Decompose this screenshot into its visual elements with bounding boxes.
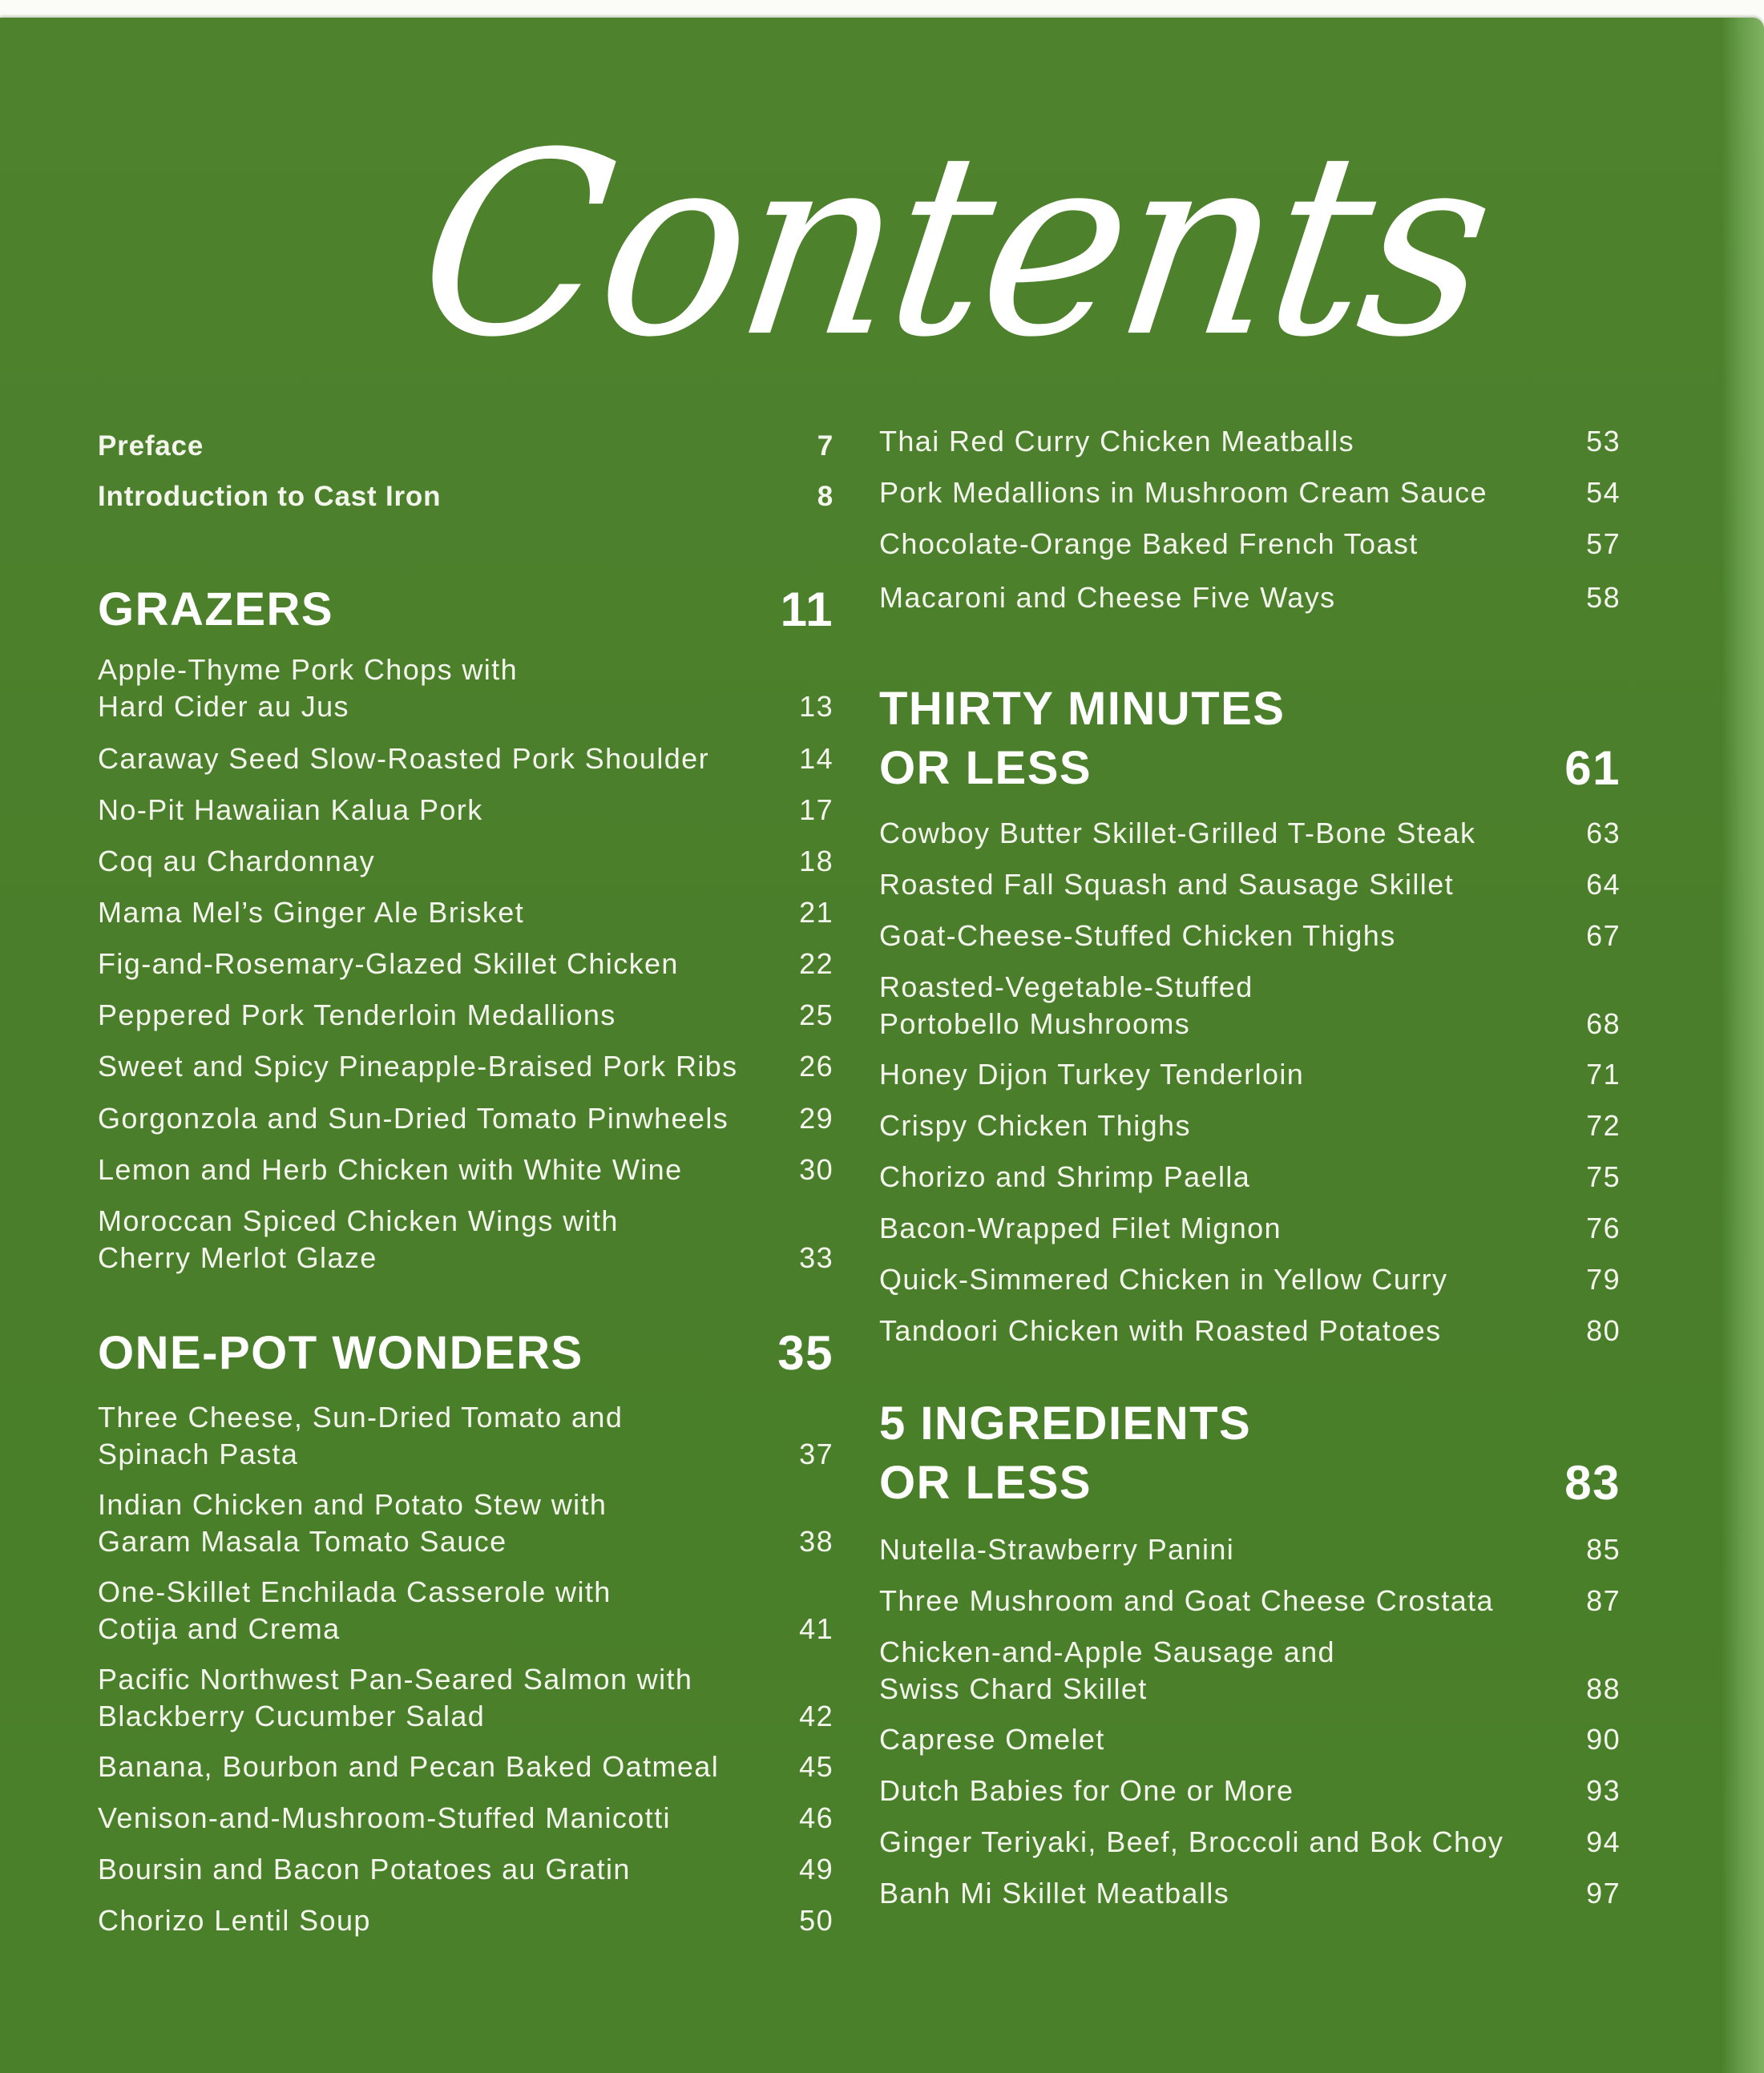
entry-title: Roasted-Vegetable-Stuffed Portobello Mushrooms [879,970,1253,1040]
section-page: 61 [1564,741,1621,795]
toc-entry[interactable] [98,1399,834,1473]
toc-entry[interactable] [98,1100,834,1137]
entry-page: 79 [1586,1263,1621,1296]
entry-title: Ginger Teriyaki, Beef, Broccoli and Bok Choy [879,1825,1504,1858]
toc-entry[interactable] [879,1261,1621,1298]
toc-entry-introduction[interactable] [98,478,834,515]
toc-entry[interactable] [879,1721,1621,1758]
entry-page: 38 [799,1525,834,1558]
entry-title: Pacific Northwest Pan-Seared Salmon with Blackberry Cucumber Salad [98,1663,693,1732]
entry-title: Venison-and-Mushroom-Stuffed Manicotti [98,1801,671,1834]
section-page: 35 [777,1326,834,1380]
toc-entry[interactable] [98,792,834,829]
entry-title: Introduction to Cast Iron [98,481,442,512]
entry-page: 42 [799,1700,834,1732]
entry-page: 93 [1586,1774,1621,1807]
entry-title: Banh Mi Skillet Meatballs [879,1877,1230,1910]
toc-entry[interactable] [879,969,1621,1043]
entry-title: Sweet and Spicy Pineapple-Braised Pork Ribs [98,1050,738,1083]
toc-entry[interactable] [98,1574,834,1648]
entry-page: 71 [1586,1058,1621,1091]
entry-title: Fig-and-Rosemary-Glazed Skillet Chicken [98,947,679,980]
entry-title: Cowboy Butter Skillet-Grilled T-Bone Steak [879,817,1476,849]
entry-title: Roasted Fall Squash and Sausage Skillet [879,868,1455,901]
toc-entry[interactable] [98,1748,834,1785]
entry-page: 94 [1586,1825,1621,1858]
entry-page: 46 [799,1801,834,1834]
entry-page: 54 [1586,476,1621,509]
entry-title: Bacon-Wrapped Filet Mignon [879,1212,1282,1244]
contents-page [0,18,1764,2073]
toc-entry[interactable] [98,1851,834,1888]
entry-page: 76 [1586,1212,1621,1244]
entry-title: Three Mushroom and Goat Cheese Crostata [879,1584,1494,1617]
entry-title: Caprese Omelet [879,1723,1105,1756]
toc-entry[interactable] [879,1107,1621,1144]
entry-title: Macaroni and Cheese Five Ways [879,581,1336,614]
entry-page: 97 [1586,1877,1621,1910]
entry-page: 90 [1586,1723,1621,1756]
toc-entry[interactable] [879,1159,1621,1196]
entry-page: 18 [799,845,834,877]
entry-title: Crispy Chicken Thighs [879,1109,1191,1142]
entry-page: 58 [1586,581,1621,614]
entry-page: 80 [1586,1314,1621,1347]
entry-page: 21 [799,896,834,929]
entry-title: Mama Mel’s Ginger Ale Brisket [98,896,525,929]
entry-title: Pork Medallions in Mushroom Cream Sauce [879,476,1487,509]
section-title: THIRTY MINUTES OR LESS [879,683,1286,794]
toc-entry[interactable] [879,1875,1621,1912]
entry-page: 87 [1586,1584,1621,1617]
entry-page: 68 [1586,1007,1621,1040]
toc-entry[interactable] [879,1583,1621,1619]
entry-page: 75 [1586,1160,1621,1193]
entry-title: Quick-Simmered Chicken in Yellow Curry [879,1263,1448,1296]
entry-title: Coq au Chardonnay [98,845,376,877]
toc-entry[interactable] [98,1203,834,1276]
entry-page: 72 [1586,1109,1621,1142]
entry-title: Chorizo and Shrimp Paella [879,1160,1251,1193]
toc-entry[interactable] [879,1773,1621,1809]
toc-entry[interactable] [879,866,1621,903]
entry-title: Dutch Babies for One or More [879,1774,1294,1807]
toc-entry[interactable] [98,740,834,777]
entry-page: 85 [1586,1533,1621,1566]
entry-title: Tandoori Chicken with Roasted Potatoes [879,1314,1442,1347]
entry-page: 50 [799,1904,834,1937]
entry-title: Peppered Pork Tenderloin Medallions [98,998,616,1031]
section-page: 83 [1564,1456,1621,1510]
toc-entry[interactable] [879,1824,1621,1861]
toc-entry[interactable] [98,843,834,880]
toc-entry[interactable] [879,1531,1621,1568]
toc-entry[interactable] [98,1661,834,1735]
entry-title: Boursin and Bacon Potatoes au Gratin [98,1853,631,1885]
toc-entry[interactable] [98,946,834,982]
toc-entry[interactable] [879,918,1621,954]
toc-entry[interactable] [98,1800,834,1837]
toc-entry[interactable] [879,1056,1621,1093]
toc-entry[interactable] [98,651,834,725]
toc-entry[interactable] [879,1313,1621,1349]
section-heading-grazers[interactable] [98,580,834,639]
toc-entry-preface[interactable] [98,428,834,465]
section-heading-one-pot-wonders[interactable] [98,1324,834,1383]
entry-title: Chicken-and-Apple Sausage and Swiss Chard Skillet [879,1635,1335,1705]
entry-title: Preface [98,430,204,462]
entry-page: 63 [1586,817,1621,849]
entry-page: 41 [799,1612,834,1645]
toc-entry[interactable] [98,1902,834,1939]
entry-title: Three Cheese, Sun-Dried Tomato and Spinach Pasta [98,1401,624,1470]
section-title: GRAZERS [98,583,334,635]
entry-page: 30 [799,1153,834,1186]
section-heading-5-ingredients-or-less[interactable] [879,1394,1621,1513]
entry-page: 33 [799,1241,834,1274]
section-heading-thirty-minutes-or-less[interactable] [879,680,1621,798]
entry-title: Chocolate-Orange Baked French Toast [879,527,1419,560]
entry-title: Nutella-Strawberry Panini [879,1533,1235,1566]
entry-title: Banana, Bourbon and Pecan Baked Oatmeal [98,1750,720,1783]
toc-entry[interactable] [98,894,834,931]
toc-entry[interactable] [879,1634,1621,1708]
entry-title: Apple-Thyme Pork Chops with Hard Cider au Jus [98,653,518,723]
entry-page: 14 [799,742,834,775]
toc-entry[interactable] [98,997,834,1034]
entry-page: 22 [799,947,834,980]
toc-entry[interactable] [98,1486,834,1560]
entry-title: Goat-Cheese-Stuffed Chicken Thighs [879,919,1396,952]
entry-title: Lemon and Herb Chicken with White Wine [98,1153,683,1186]
entry-page: 37 [799,1438,834,1470]
toc-entry[interactable] [879,474,1621,511]
entry-page: 67 [1586,919,1621,952]
page-title: Contents [404,99,1505,393]
entry-title: Honey Dijon Turkey Tenderloin [879,1058,1305,1091]
entry-title: Indian Chicken and Potato Stew with Garam Masala Tomato Sauce [98,1488,608,1558]
toc-entry[interactable] [879,423,1621,460]
entry-title: Chorizo Lentil Soup [98,1904,371,1937]
entry-page: 26 [799,1050,834,1083]
entry-page: 88 [1586,1672,1621,1705]
entry-page: 13 [799,690,834,723]
entry-title: Moroccan Spiced Chicken Wings with Cherry Merlot Glaze [98,1204,619,1274]
entry-page: 57 [1586,527,1621,560]
entry-title: No-Pit Hawaiian Kalua Pork [98,793,483,826]
entry-page: 29 [799,1102,834,1135]
entry-title: Thai Red Curry Chicken Meatballs [879,425,1355,458]
entry-page: 8 [817,481,834,512]
toc-entry[interactable] [98,1048,834,1085]
toc-entry[interactable] [879,526,1621,563]
entry-title: One-Skillet Enchilada Casserole with Cotija and Crema [98,1575,612,1645]
entry-title: Caraway Seed Slow-Roasted Pork Shoulder [98,742,709,775]
section-page: 11 [780,583,834,636]
section-title: ONE-POT WONDERS [98,1327,583,1379]
toc-entry[interactable] [98,1151,834,1188]
entry-page: 7 [817,430,834,462]
entry-page: 45 [799,1750,834,1783]
entry-title: Gorgonzola and Sun-Dried Tomato Pinwheels [98,1102,729,1135]
toc-entry[interactable] [879,815,1621,852]
entry-page: 53 [1586,425,1621,458]
entry-page: 49 [799,1853,834,1885]
toc-entry[interactable] [879,1210,1621,1247]
entry-page: 64 [1586,868,1621,901]
section-title: 5 INGREDIENTS OR LESS [879,1397,1252,1509]
entry-page: 25 [799,998,834,1031]
entry-page: 17 [799,793,834,826]
toc-entry[interactable] [879,579,1621,616]
